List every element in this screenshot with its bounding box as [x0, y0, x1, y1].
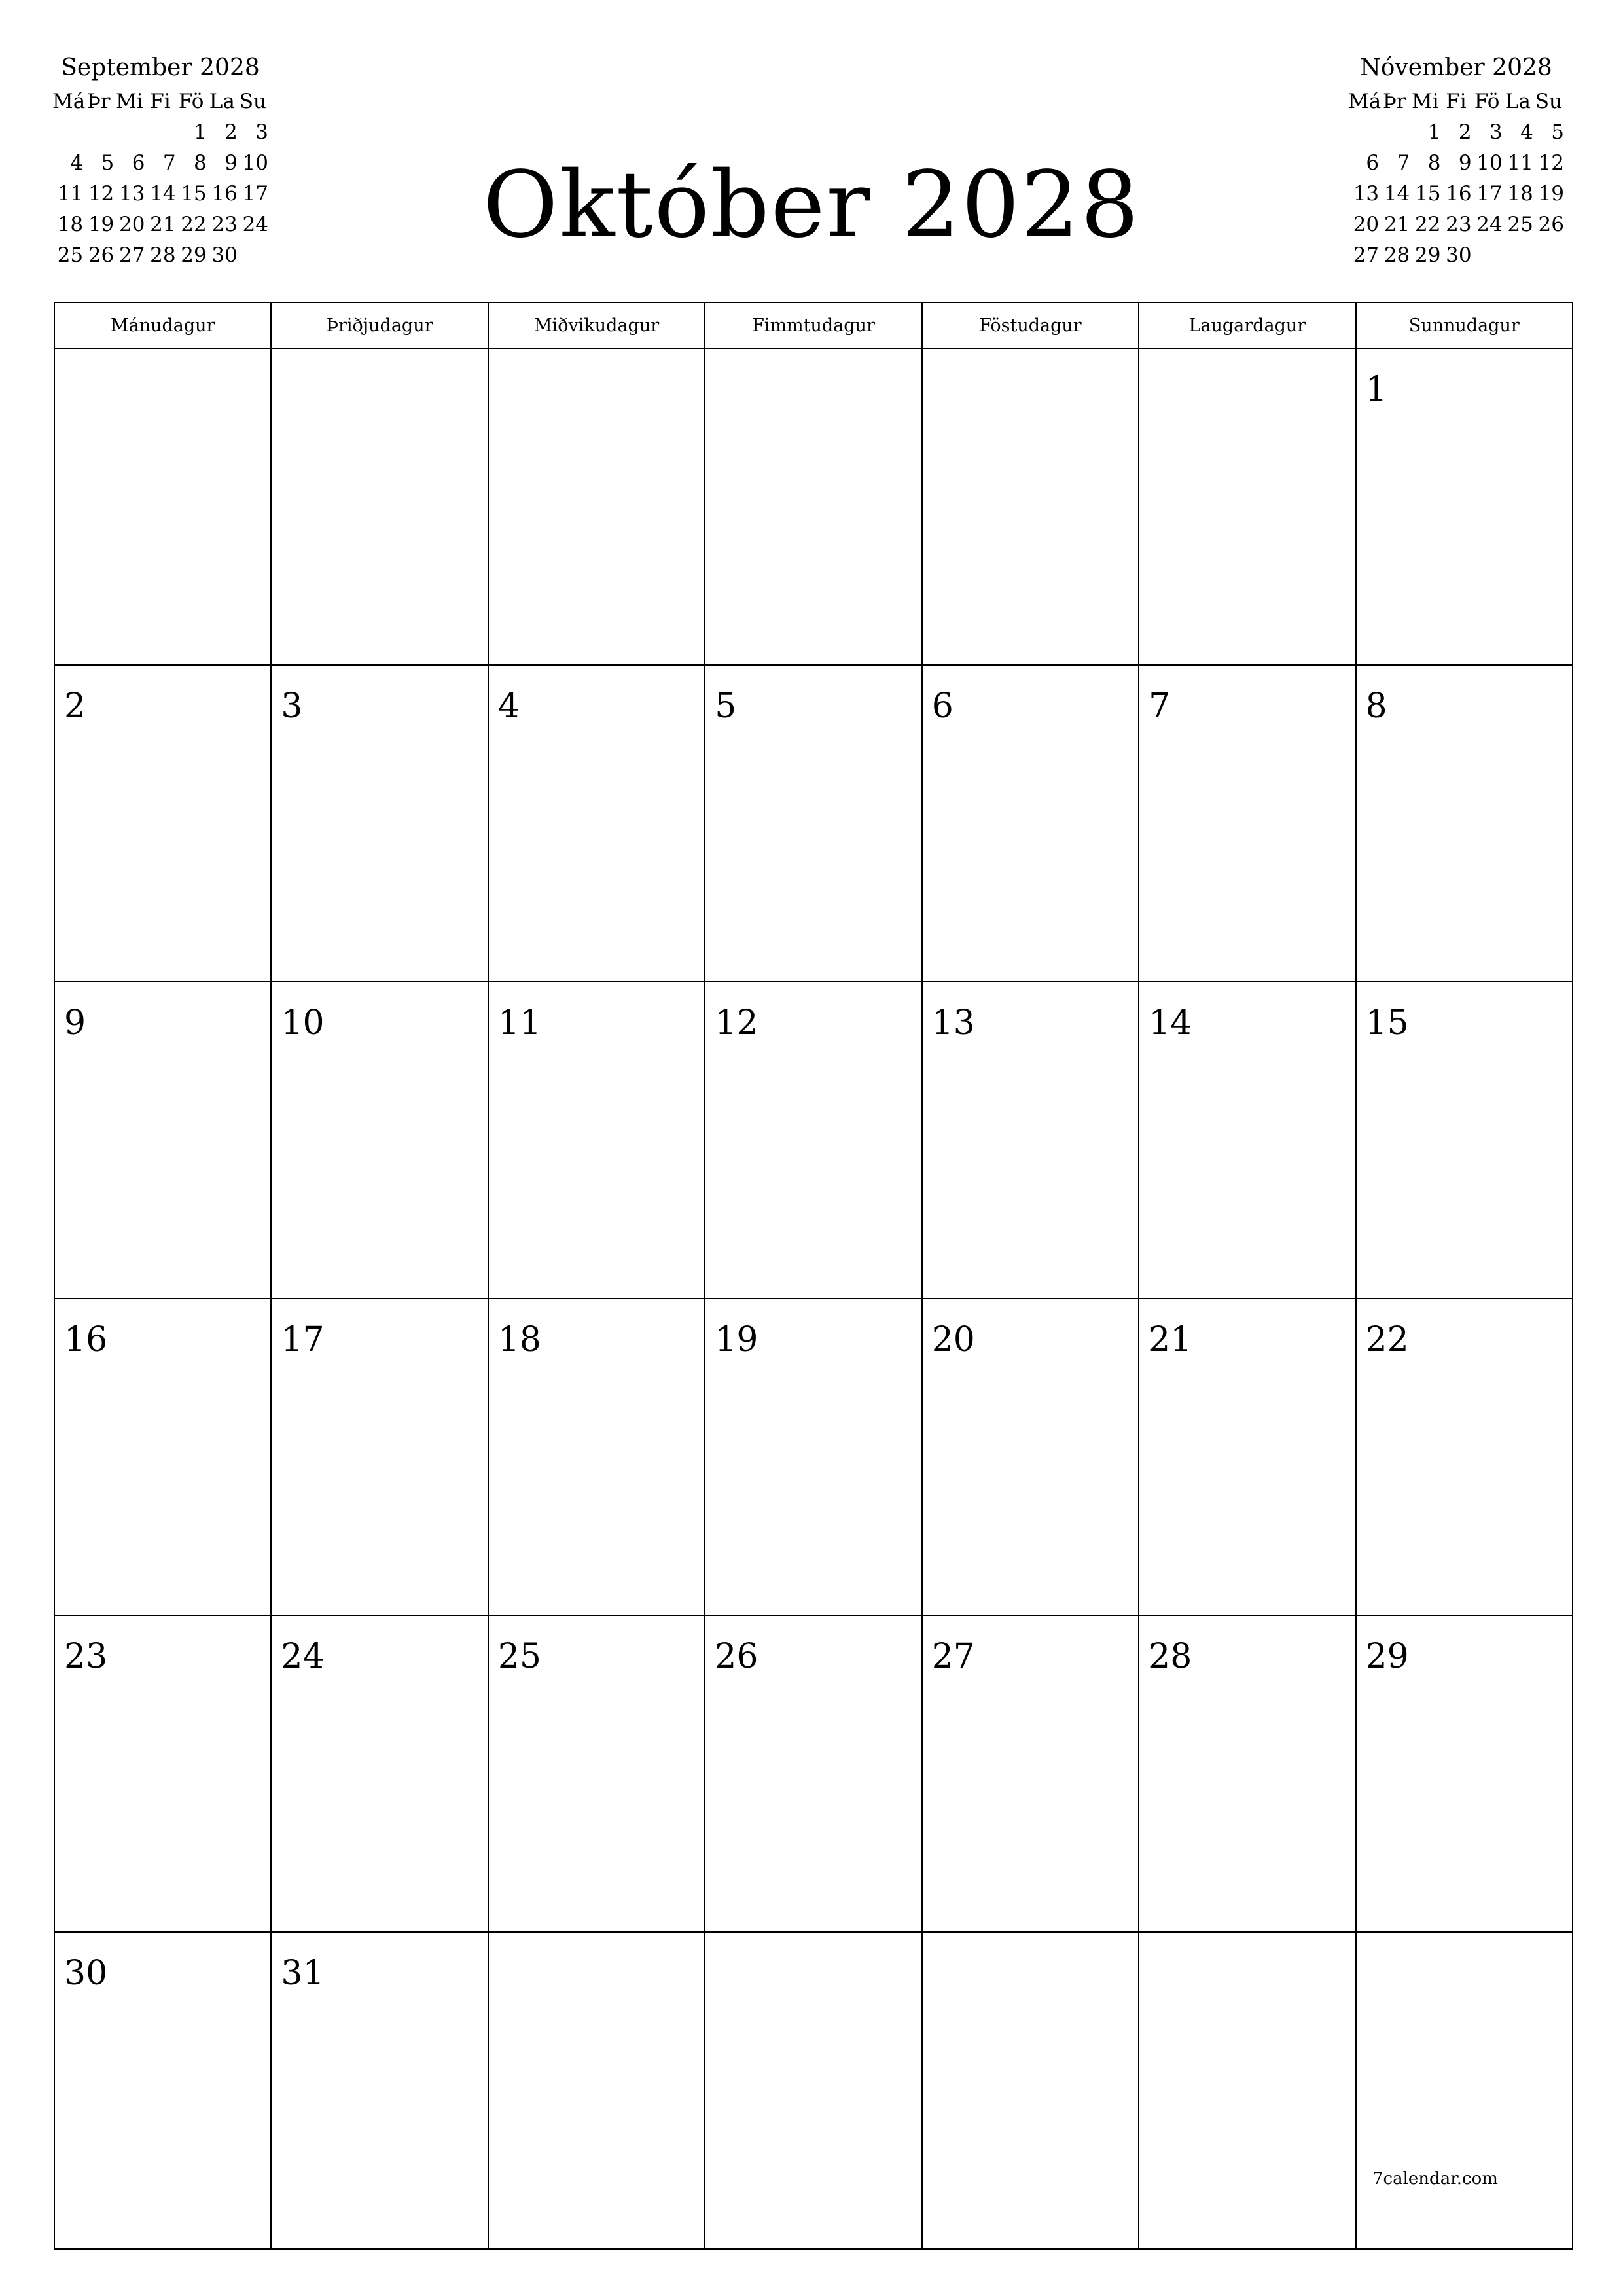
- day-number: [489, 1933, 704, 1956]
- mini-day: 5: [1551, 120, 1564, 144]
- day-cell: [1139, 1299, 1355, 1615]
- day-cell: [705, 1932, 921, 2249]
- day-cell: [271, 1615, 488, 1932]
- mini-day: 14: [150, 182, 176, 206]
- mini-day: 18: [1507, 182, 1533, 206]
- mini-weekday: Mi: [1412, 90, 1439, 113]
- mini-day: [145, 117, 175, 148]
- mini-day: 19: [1538, 182, 1564, 206]
- day-number: [705, 349, 921, 372]
- day-number: 26: [715, 1637, 758, 1676]
- day-number: 7: [1149, 687, 1171, 726]
- day-number: 30: [64, 1954, 108, 1993]
- mini-day: 29: [1414, 243, 1441, 267]
- mini-day: 28: [150, 243, 176, 267]
- day-cell: [271, 348, 488, 665]
- week-row: [54, 1615, 1573, 1932]
- week-row: [54, 665, 1573, 982]
- mini-day: [1503, 240, 1533, 271]
- weekday-header: Föstudagur: [922, 302, 1139, 348]
- mini-day: 16: [1446, 182, 1472, 206]
- mini-day: 27: [118, 243, 145, 267]
- day-number: 27: [931, 1637, 975, 1676]
- mini-day: 7: [1397, 151, 1410, 175]
- mini-day: 26: [1538, 213, 1564, 236]
- weekday-header: Fimmtudagur: [705, 302, 921, 348]
- day-number: [55, 349, 270, 372]
- day-cell: [488, 665, 705, 982]
- weekday-header: Miðvikudagur: [488, 302, 705, 348]
- mini-day: 10: [242, 151, 268, 175]
- mini-day: 28: [1383, 243, 1410, 267]
- day-number: 10: [281, 1003, 325, 1043]
- mini-calendar-next-grid: [1348, 86, 1564, 271]
- day-cell: [1356, 1615, 1573, 1932]
- day-number: [705, 1933, 921, 1956]
- weekday-header: Sunnudagur: [1356, 302, 1573, 348]
- mini-day: 12: [88, 182, 115, 206]
- mini-week-row: [1348, 240, 1564, 271]
- watermark: 7calendar.com: [1372, 2169, 1498, 2189]
- mini-day: 7: [162, 151, 176, 175]
- day-cell: [1139, 665, 1355, 982]
- mini-day: 11: [1507, 151, 1533, 175]
- mini-day: 4: [1520, 120, 1533, 144]
- day-cell: [922, 982, 1139, 1299]
- day-number: 6: [931, 687, 954, 726]
- mini-day: [1472, 240, 1503, 271]
- day-cell: [488, 982, 705, 1299]
- mini-day: 25: [1507, 213, 1533, 236]
- mini-day: 23: [1446, 213, 1472, 236]
- mini-day: [83, 117, 114, 148]
- day-cell: [271, 982, 488, 1299]
- mini-calendar-next-title: Nóvember 2028: [1360, 54, 1552, 81]
- day-number: 3: [281, 687, 303, 726]
- mini-day: 6: [132, 151, 145, 175]
- mini-day: 16: [211, 182, 238, 206]
- mini-day: 6: [1366, 151, 1380, 175]
- mini-day: 10: [1476, 151, 1503, 175]
- day-cell: [705, 665, 921, 982]
- page-title: Október 2028: [482, 152, 1141, 259]
- mini-week-row: [1348, 117, 1564, 148]
- week-row: [54, 1932, 1573, 2249]
- day-number: 15: [1365, 1003, 1409, 1043]
- mini-day: [114, 117, 145, 148]
- day-cell: [54, 1615, 271, 1932]
- mini-day: 22: [1414, 213, 1441, 236]
- day-number: 31: [281, 1954, 325, 1993]
- day-cell: [1356, 1932, 1573, 2249]
- mini-day: 1: [193, 120, 207, 144]
- day-cell: [54, 665, 271, 982]
- day-cell: [54, 1299, 271, 1615]
- mini-day: 11: [57, 182, 84, 206]
- day-cell: [271, 1932, 488, 2249]
- mini-weekday: Mi: [116, 90, 143, 113]
- day-number: 4: [497, 687, 520, 726]
- month-grid: [54, 302, 1573, 2250]
- mini-weekday: Fö: [1474, 90, 1500, 113]
- day-cell: [271, 665, 488, 982]
- mini-week-row: [1348, 209, 1564, 240]
- day-cell: [488, 348, 705, 665]
- mini-day: 23: [211, 213, 238, 236]
- mini-day: 13: [1353, 182, 1380, 206]
- weekday-header: Þriðjudagur: [271, 302, 488, 348]
- mini-day: 4: [70, 151, 84, 175]
- day-cell: [1356, 665, 1573, 982]
- day-number: 29: [1365, 1637, 1409, 1676]
- mini-day: 15: [181, 182, 207, 206]
- mini-weekday-row: [52, 86, 268, 117]
- day-cell: [1139, 1932, 1355, 2249]
- day-number: 12: [715, 1003, 758, 1043]
- mini-day: 5: [101, 151, 115, 175]
- mini-day: 20: [118, 213, 145, 236]
- day-number: [1139, 349, 1355, 372]
- day-cell: [1139, 348, 1355, 665]
- day-number: 28: [1149, 1637, 1192, 1676]
- day-number: [1357, 1933, 1572, 1956]
- mini-day: 20: [1353, 213, 1380, 236]
- day-cell: [922, 1932, 1139, 2249]
- mini-day: 3: [255, 120, 268, 144]
- mini-day: 13: [118, 182, 145, 206]
- mini-day: 17: [242, 182, 268, 206]
- day-cell: [1356, 982, 1573, 1299]
- day-number: 2: [64, 687, 86, 726]
- day-number: [1139, 1933, 1355, 1956]
- mini-day: 30: [1446, 243, 1472, 267]
- mini-calendar-prev-title: September 2028: [61, 54, 260, 81]
- mini-weekday-row: [1348, 86, 1564, 117]
- day-number: 1: [1365, 370, 1387, 409]
- mini-day: [1348, 117, 1379, 148]
- mini-weekday: Fö: [178, 90, 204, 113]
- week-row: [54, 1299, 1573, 1615]
- mini-day: 15: [1414, 182, 1441, 206]
- day-cell: [271, 1299, 488, 1615]
- mini-day: 14: [1383, 182, 1410, 206]
- mini-weekday: Fi: [150, 90, 171, 113]
- mini-day: 9: [224, 151, 238, 175]
- day-number: [272, 349, 487, 372]
- day-cell: [922, 348, 1139, 665]
- mini-day: 29: [181, 243, 207, 267]
- day-number: 20: [931, 1320, 975, 1359]
- day-number: 25: [497, 1637, 542, 1676]
- mini-week-row: [52, 117, 268, 148]
- day-cell: [54, 982, 271, 1299]
- mini-weekday: Þr: [86, 90, 111, 113]
- mini-weekday: Þr: [1382, 90, 1406, 113]
- mini-week-row: [1348, 179, 1564, 209]
- day-cell: [1139, 982, 1355, 1299]
- mini-day: 25: [57, 243, 84, 267]
- mini-weekday: Má: [52, 90, 86, 113]
- mini-day: 22: [181, 213, 207, 236]
- mini-week-row: [1348, 148, 1564, 179]
- mini-day: 27: [1353, 243, 1380, 267]
- mini-day: 9: [1458, 151, 1472, 175]
- day-number: 13: [931, 1003, 975, 1043]
- mini-day: 19: [88, 213, 115, 236]
- mini-day: 8: [193, 151, 207, 175]
- day-cell: [488, 1615, 705, 1932]
- mini-day: 1: [1427, 120, 1441, 144]
- mini-weekday: Su: [1535, 90, 1563, 113]
- day-number: [923, 1933, 1138, 1956]
- day-number: 8: [1365, 687, 1387, 726]
- mini-day: [1379, 117, 1410, 148]
- mini-weekday: La: [209, 90, 235, 113]
- day-cell: [705, 1299, 921, 1615]
- mini-day: 18: [57, 213, 84, 236]
- day-cell: [488, 1932, 705, 2249]
- day-cell: [54, 1932, 271, 2249]
- day-number: 11: [497, 1003, 542, 1043]
- mini-day: 26: [88, 243, 115, 267]
- day-cell: [1356, 1299, 1573, 1615]
- mini-day: 3: [1489, 120, 1503, 144]
- day-number: 22: [1365, 1320, 1409, 1359]
- day-number: 24: [281, 1637, 325, 1676]
- day-number: 17: [281, 1320, 325, 1359]
- mini-day: 12: [1538, 151, 1564, 175]
- day-number: 19: [715, 1320, 758, 1359]
- mini-day: 21: [1383, 213, 1410, 236]
- mini-day: 2: [224, 120, 238, 144]
- mini-day: [1533, 240, 1564, 271]
- mini-day: 24: [242, 213, 268, 236]
- mini-weekday: Má: [1348, 90, 1382, 113]
- mini-day: 17: [1476, 182, 1503, 206]
- mini-day: [52, 117, 83, 148]
- mini-day: 8: [1427, 151, 1441, 175]
- mini-weekday: Fi: [1446, 90, 1467, 113]
- day-cell: [1139, 1615, 1355, 1932]
- day-number: 18: [497, 1320, 542, 1359]
- day-cell: [1356, 348, 1573, 665]
- day-number: 21: [1149, 1320, 1192, 1359]
- mini-calendar-next: [1348, 50, 1564, 271]
- mini-day: 24: [1476, 213, 1503, 236]
- day-cell: [705, 1615, 921, 1932]
- mini-day: 21: [150, 213, 176, 236]
- mini-weekday: Su: [239, 90, 267, 113]
- week-row: [54, 348, 1573, 665]
- day-number: [489, 349, 704, 372]
- day-number: [923, 349, 1138, 372]
- day-cell: [922, 665, 1139, 982]
- day-number: 16: [64, 1320, 108, 1359]
- day-number: 5: [715, 687, 737, 726]
- day-cell: [54, 348, 271, 665]
- day-cell: [488, 1299, 705, 1615]
- day-cell: [922, 1299, 1139, 1615]
- day-number: 14: [1149, 1003, 1192, 1043]
- mini-day: 2: [1458, 120, 1472, 144]
- week-row: [54, 982, 1573, 1299]
- mini-weekday: La: [1505, 90, 1531, 113]
- day-number: 9: [64, 1003, 86, 1043]
- day-number: 23: [64, 1637, 108, 1676]
- weekday-header: Laugardagur: [1139, 302, 1355, 348]
- mini-day: 30: [211, 243, 238, 267]
- day-cell: [922, 1615, 1139, 1932]
- weekday-header: Mánudagur: [54, 302, 271, 348]
- day-cell: [705, 348, 921, 665]
- weekday-header-row: [54, 302, 1573, 348]
- day-cell: [705, 982, 921, 1299]
